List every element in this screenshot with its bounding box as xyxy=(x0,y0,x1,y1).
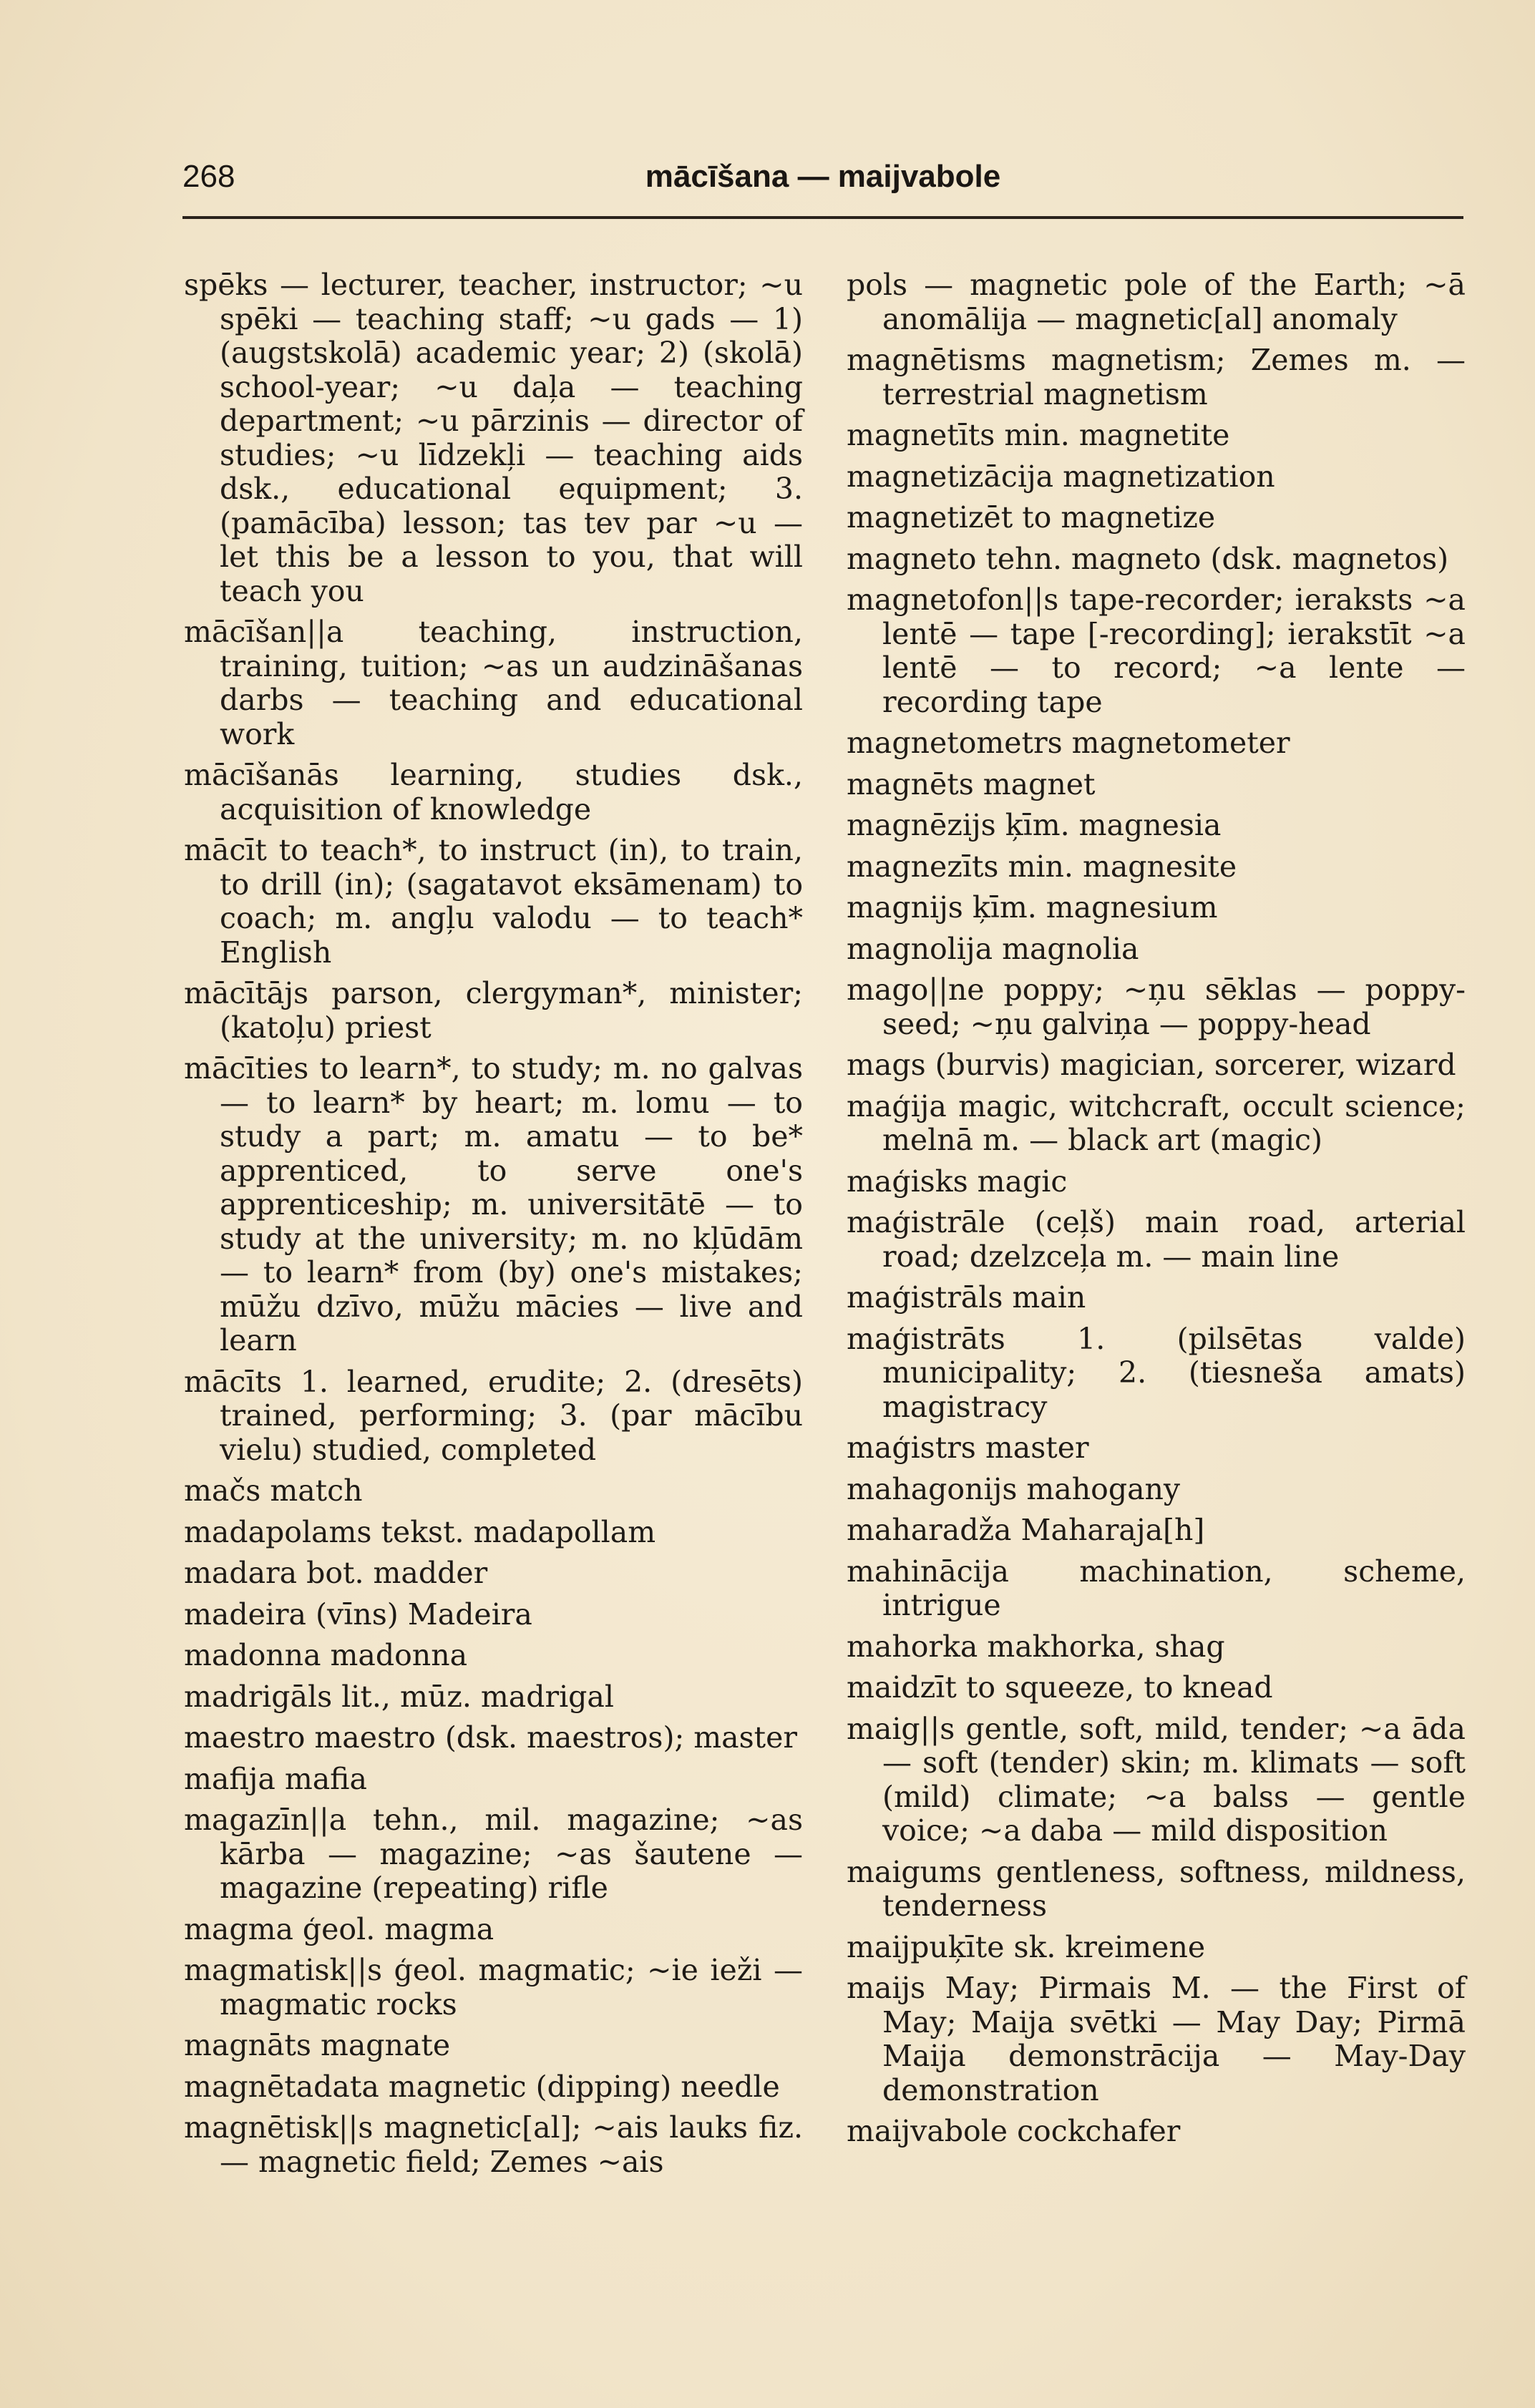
entry: magnēts magnet xyxy=(847,766,1096,801)
entry: maidzīt to squeeze, to knead xyxy=(847,1670,1273,1705)
header-rule xyxy=(182,216,1463,219)
entry: magnijs ķīm. magnesium xyxy=(847,890,1218,925)
entry: magnolija magnolia xyxy=(847,931,1139,966)
left-column xyxy=(184,268,803,2186)
entry: maijpuķīte sk. kreimene xyxy=(847,1929,1206,1964)
entry: magnetofon||s tape-recorder; ieraksts ~a lentē — tape [-recording]; ierakstīt ~a lentē — to record; ~a lente — recording tape xyxy=(847,582,1466,719)
entry: magnetīts min. magnetite xyxy=(847,418,1230,452)
entry: magnetizācija magnetization xyxy=(847,459,1275,494)
entry: maestro maestro (dsk. maestros); master xyxy=(184,1720,797,1755)
entry: mafija mafia xyxy=(184,1761,367,1796)
entry: mācītājs parson, clergyman*, minister; (katoļu) priest xyxy=(184,976,803,1045)
entry: madapolams tekst. madapollam xyxy=(184,1514,656,1549)
entry: maģisks magic xyxy=(847,1164,1068,1199)
entry: pols — magnetic pole of the Earth; ~ā anomālija — magnetic[al] anomaly xyxy=(847,268,1466,336)
entry: maijs May; Pirmais M. — the First of May; Maija svētki — May Day; Pirmā Maija demonstrācija — May-Day demonstration xyxy=(847,1971,1466,2107)
entry: magnetizēt to magnetize xyxy=(847,500,1216,535)
entry: magmatisk||s ģeol. magmatic; ~ie ieži — magmatic rocks xyxy=(184,1953,803,2022)
entry: maģistrāts 1. (pilsētas valde) municipality; 2. (tiesneša amats) magistracy xyxy=(847,1321,1466,1424)
entry: maģistrs master xyxy=(847,1430,1089,1465)
entry: magnētadata magnetic (dipping) needle xyxy=(184,2069,780,2104)
entry: magnāts magnate xyxy=(184,2028,451,2062)
entry: maigums gentleness, softness, mildness, tenderness xyxy=(847,1854,1466,1923)
entry: madrigāls lit., mūz. madrigal xyxy=(184,1679,614,1714)
page-number: 268 xyxy=(182,159,235,194)
entry: magnētisms magnetism; Zemes m. — terrestrial magnetism xyxy=(847,343,1466,411)
entry: maharadža Maharaja[h] xyxy=(847,1513,1205,1547)
entry: mačs match xyxy=(184,1473,363,1508)
entry: mācīties to learn*, to study; m. no galvas — to learn* by heart; m. lomu — to study a part; m. amatu — to be* apprenticed, to serve one's apprenticeship; m. universitātē — to study at the university; m. no kļūdām — to learn* from (by) one's mistakes; mūžu dzīvo, mūžu mācies — live and learn xyxy=(184,1051,803,1357)
entry: madara bot. madder xyxy=(184,1556,488,1590)
entry: mahinācija machination, scheme, intrigue xyxy=(847,1554,1466,1622)
entry: magnēzijs ķīm. magnesia xyxy=(847,808,1222,842)
entry: mācīšanās learning, studies dsk., acquisition of knowledge xyxy=(184,758,803,827)
entry: magnētisk||s magnetic[al]; ~ais lauks fiz. — magnetic field; Zemes ~ais xyxy=(184,2110,803,2179)
entry: maģistrāls main xyxy=(847,1280,1086,1315)
entry: mācīts 1. learned, erudite; 2. (dresēts) trained, performing; 3. (par mācību vielu) studied, completed xyxy=(184,1364,803,1467)
entry: mahorka makhorka, shag xyxy=(847,1629,1225,1664)
entry: mācīšan||a teaching, instruction, training, tuition; ~as un audzināšanas darbs — teaching and educational work xyxy=(184,615,803,751)
entry: magneto tehn. magneto (dsk. magnetos) xyxy=(847,541,1449,576)
entry: maģija magic, witchcraft, occult science; melnā m. — black art (magic) xyxy=(847,1088,1466,1157)
entry: magma ģeol. magma xyxy=(184,1911,494,1946)
entry: maģistrāle (ceļš) main road, arterial road; dzelzceļa m. — main line xyxy=(847,1205,1466,1274)
entry: mags (burvis) magician, sorcerer, wizard xyxy=(847,1048,1456,1082)
right-column xyxy=(847,268,1466,2156)
entry: maig||s gentle, soft, mild, tender; ~a āda — soft (tender) skin; m. klimats — soft (mild) climate; ~a balss — gentle voice; ~a daba — mild disposition xyxy=(847,1711,1466,1848)
entry: madonna madonna xyxy=(184,1638,468,1672)
entry: mago||ne poppy; ~ņu sēklas — poppy-seed; ~ņu galviņa — poppy-head xyxy=(847,973,1466,1041)
entry: magnetometrs magnetometer xyxy=(847,726,1290,760)
page-header xyxy=(182,159,1463,205)
entry: magazīn||a tehn., mil. magazine; ~as kārba — magazine; ~as šautene — magazine (repeating) rifle xyxy=(184,1803,803,1905)
entry: maijvabole cockchafer xyxy=(847,2114,1181,2148)
entry: madeira (vīns) Madeira xyxy=(184,1597,532,1632)
entry: magnezīts min. magnesite xyxy=(847,849,1237,884)
running-head: mācīšana — maijvabole xyxy=(645,159,1001,194)
entry: spēks — lecturer, teacher, instructor; ~u spēki — teaching staff; ~u gads — 1) (augstskolā) academic year; 2) (skolā) school-year; ~u daļa — teaching department; ~u pārzinis — director of studies; ~u līdzekļi — teaching aids dsk., educational equipment; 3. (pamācība) lesson; tas tev par ~u — let this be a lesson to you, that will teach you xyxy=(184,268,803,608)
entry: mahagonijs mahogany xyxy=(847,1471,1181,1506)
entry: mācīt to teach*, to instruct (in), to train, to drill (in); (sagatavot eksāmenam) to coach; m. angļu valodu — to teach* English xyxy=(184,833,803,970)
